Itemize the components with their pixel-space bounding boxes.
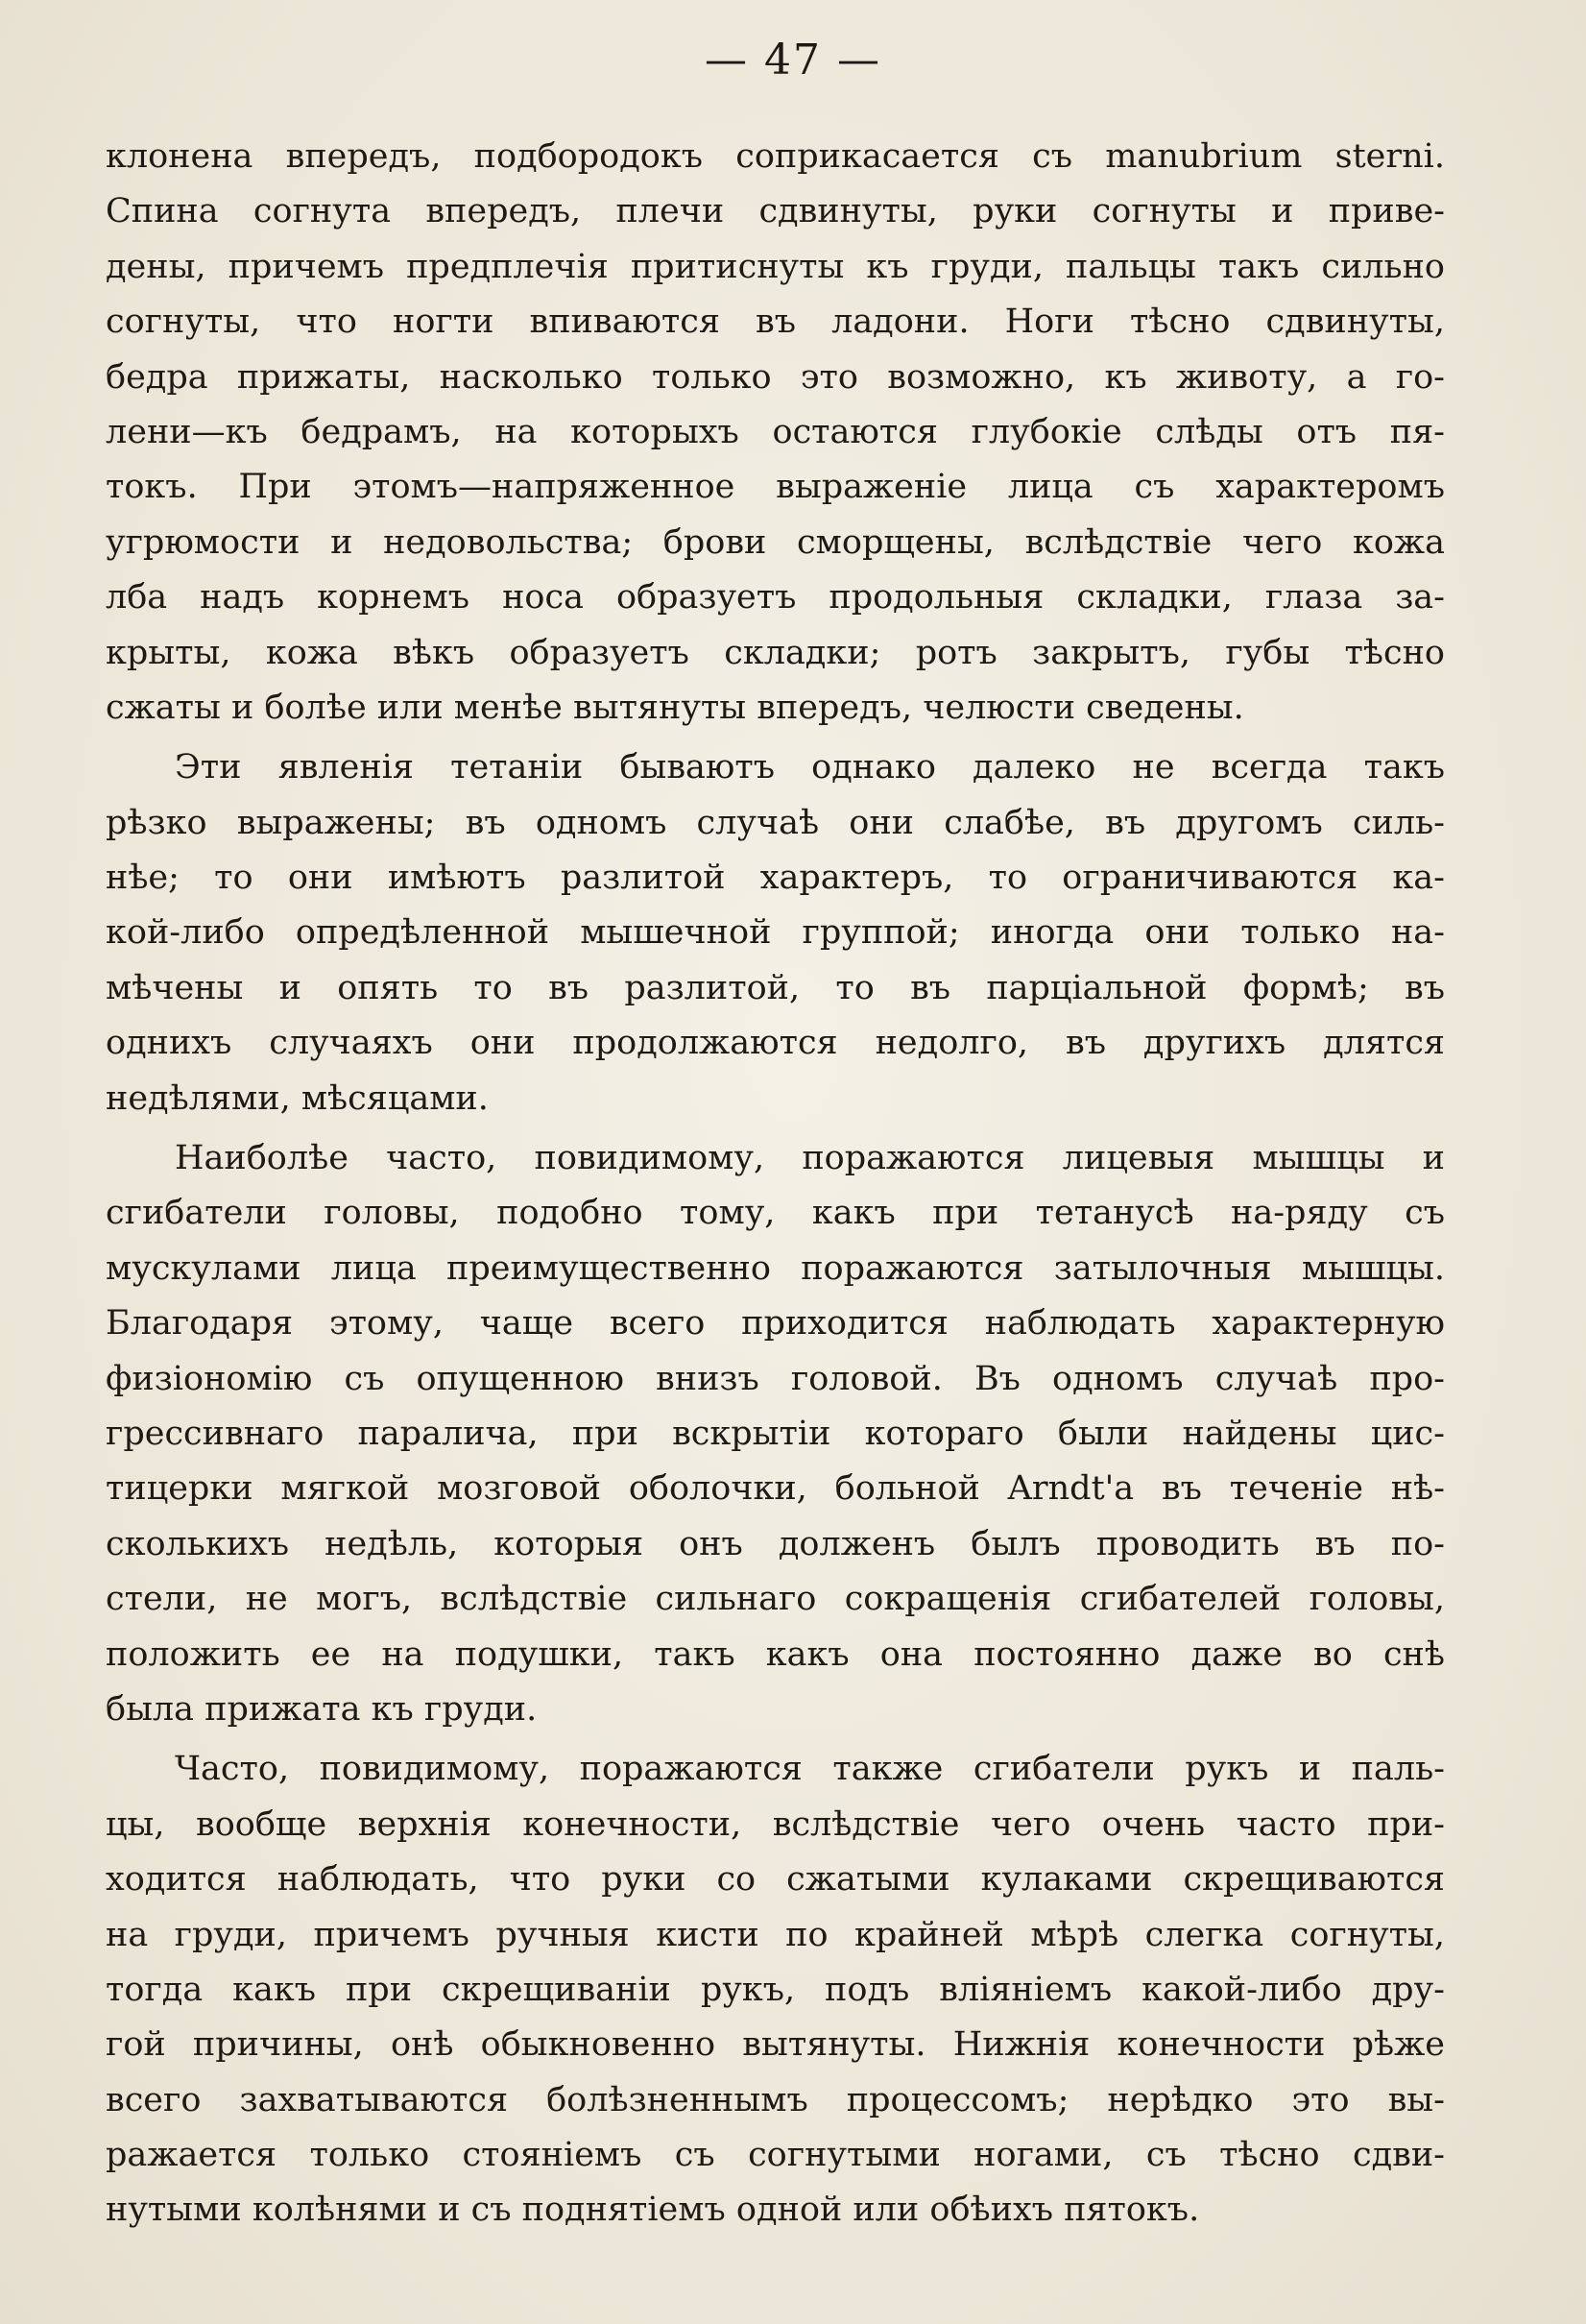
text-line: Спина согнута впередъ, плечи сдвинуты, руки согнуты и приве-	[106, 192, 1445, 231]
text-line: кой-либо опредѣленной мышечной группой; иногда они только на-	[106, 913, 1445, 953]
text-line: согнуты, что ногти впиваются въ ладони. Ноги тѣсно сдвинуты,	[106, 303, 1445, 342]
paragraph	[106, 1131, 1445, 1737]
text-line: ходится наблюдать, что руки со сжатыми кулаками скрещиваются	[106, 1860, 1445, 1900]
text-line: лени—къ бедрамъ, на которыхъ остаются глубокіе слѣды отъ пя-	[106, 412, 1445, 451]
text-line: Благодаря этому, чаще всего приходится наблюдать характерную	[106, 1304, 1445, 1344]
text-line: токъ. При этомъ—напряженное выраженіе лица съ характеромъ	[106, 468, 1445, 507]
text-line: тицерки мягкой мозговой оболочки, больной Arndt'а въ теченіе нѣ-	[106, 1469, 1445, 1509]
text-line: Эти явленія тетаніи бываютъ однако далеко не всегда такъ	[175, 748, 1445, 787]
text-line: мускулами лица преимущественно поражаются затылочныя мышцы.	[106, 1248, 1445, 1288]
paragraph	[106, 740, 1445, 1126]
text-line: лба надъ корнемъ носа образуетъ продольныя складки, глаза за-	[106, 578, 1445, 617]
text-line: Часто, повидимому, поражаются также сгибатели рукъ и паль-	[175, 1750, 1445, 1789]
text-line: дены, причемъ предплечія притиснуты къ груди, пальцы такъ сильно	[106, 247, 1445, 286]
text-line: была прижата къ груди.	[106, 1689, 538, 1729]
text-line: тогда какъ при скрещиваніи рукъ, подъ вліяніемъ какой-либо дру-	[106, 1970, 1445, 2009]
text-line: недѣлями, мѣсяцами.	[106, 1078, 489, 1118]
text-line: положить ее на подушки, такъ какъ она постоянно даже во снѣ	[106, 1634, 1445, 1674]
text-line: мѣчены и опять то въ разлитой, то въ парціальной формѣ; въ	[106, 968, 1445, 1007]
text-line: сгибатели головы, подобно тому, какъ при тетанусѣ на-ряду съ	[106, 1194, 1445, 1233]
text-line: нутыми колѣнями и съ поднятіемъ одной или обѣихъ пятокъ.	[106, 2191, 1200, 2230]
text-line: сжаты и болѣе или менѣе вытянуты впередъ, челюсти сведены.	[106, 688, 1244, 727]
body-text	[106, 130, 1445, 2239]
text-line: стели, не могъ, вслѣдствіе сильнаго сокращенія сгибателей головы,	[106, 1580, 1445, 1619]
text-line: цы, вообще верхнія конечности, вслѣдствіе чего очень часто при-	[106, 1804, 1445, 1844]
text-line: гой причины, онѣ обыкновенно вытянуты. Нижнія конечности рѣже	[106, 2025, 1445, 2065]
text-line: физіономію съ опущенною внизъ головой. Въ одномъ случаѣ про-	[106, 1359, 1445, 1398]
text-line: на груди, причемъ ручныя кисти по крайней мѣрѣ слегка согнуты,	[106, 1915, 1445, 1954]
text-line: грессивнаго паралича, при вскрытіи котораго были найдены цис-	[106, 1414, 1445, 1453]
paragraph	[106, 1742, 1445, 2239]
text-line: Наиболѣе часто, повидимому, поражаются лицевыя мышцы и	[175, 1139, 1445, 1178]
paragraph	[106, 130, 1445, 736]
text-line: рѣзко выражены; въ одномъ случаѣ они слабѣе, въ другомъ силь-	[106, 803, 1445, 842]
text-line: нѣе; то они имѣютъ разлитой характеръ, то ограничиваются ка-	[106, 859, 1445, 898]
page-number: — 47 —	[705, 36, 881, 85]
text-line: всего захватываются болѣзненнымъ процессомъ; нерѣдко это вы-	[106, 2080, 1445, 2119]
text-line: клонена впередъ, подбородокъ соприкасается съ manubrium sterni.	[106, 137, 1445, 176]
text-line: угрюмости и недовольства; брови сморщены, вслѣдствіе чего кожа	[106, 522, 1445, 562]
text-line: крыты, кожа вѣкъ образуетъ складки; ротъ закрытъ, губы тѣсно	[106, 633, 1445, 672]
text-line: сколькихъ недѣль, которыя онъ долженъ былъ проводить въ по-	[106, 1524, 1445, 1563]
text-line: ражается только стояніемъ съ согнутыми ногами, съ тѣсно сдви-	[106, 2136, 1445, 2175]
text-line: однихъ случаяхъ они продолжаются недолго, въ другихъ длятся	[106, 1024, 1445, 1063]
text-line: бедра прижаты, насколько только это возможно, къ животу, а го-	[106, 357, 1445, 397]
